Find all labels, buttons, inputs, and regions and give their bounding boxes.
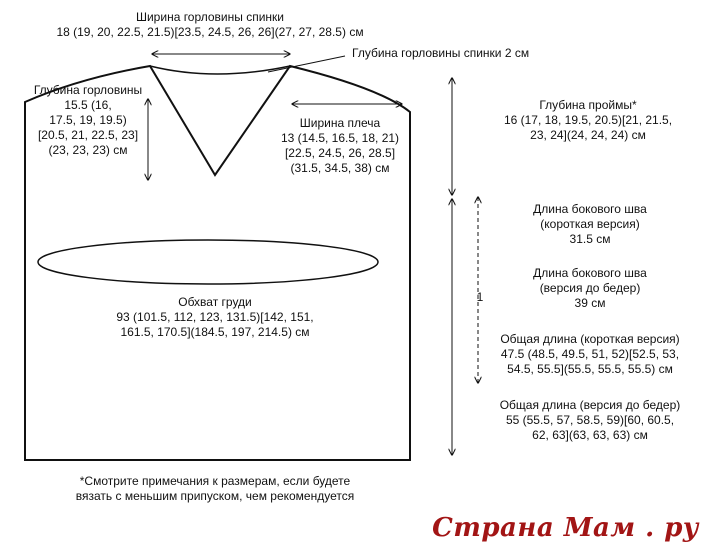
chest-label: Обхват груди 93 (101.5, 112, 123, 131.5)[142, 151, 161.5, 170.5](184.5, 197, 214.5) см <box>116 295 314 339</box>
total-length-short-label: Общая длина (короткая версия) 47.5 (48.5, 49.5, 51, 52)[52.5, 53, 54.5, 55.5](55.5, 55.5, 55.5) см <box>500 332 680 376</box>
back-neck-depth-label: Глубина горловины спинки 2 см <box>352 46 530 60</box>
back-neckline-curve <box>150 66 290 74</box>
shoulder-width-label: Ширина плеча 13 (14.5, 16.5, 18, 21) [22.5, 24.5, 26, 28.5] (31.5, 34.5, 38) см <box>280 116 400 175</box>
side-seam-hip-label: Длина бокового шва (версия до бедер) 39 см <box>533 266 647 310</box>
neck-depth-label: Глубина горловины 15.5 (16, 17.5, 19, 19.5) [20.5, 21, 22.5, 23] (23, 23, 23) см <box>33 83 143 157</box>
back-neck-width-label: Ширина горловины спинки 18 (19, 20, 22.5, 21.5)[23.5, 24.5, 26, 26](27, 27, 28.5) см <box>56 10 364 39</box>
armhole-depth-label: Глубина проймы* 16 (17, 18, 19.5, 20.5)[21, 21.5, 23, 24](24, 24, 24) см <box>503 98 673 142</box>
footnote: *Смотрите примечания к размерам, если будете вязать с меньшим припуском, чем рекомендуется <box>75 474 355 503</box>
total-length-hip-label: Общая длина (версия до бедер) 55 (55.5, 57, 58.5, 59)[60, 60.5, 62, 63](63, 63, 63) см <box>499 398 681 442</box>
site-watermark: Страна Мам . ру <box>432 513 699 543</box>
marker-one: 1 <box>476 290 484 304</box>
side-seam-short-label: Длина бокового шва (короткая версия) 31.5 см <box>533 202 647 246</box>
chest-ellipse <box>38 240 378 284</box>
